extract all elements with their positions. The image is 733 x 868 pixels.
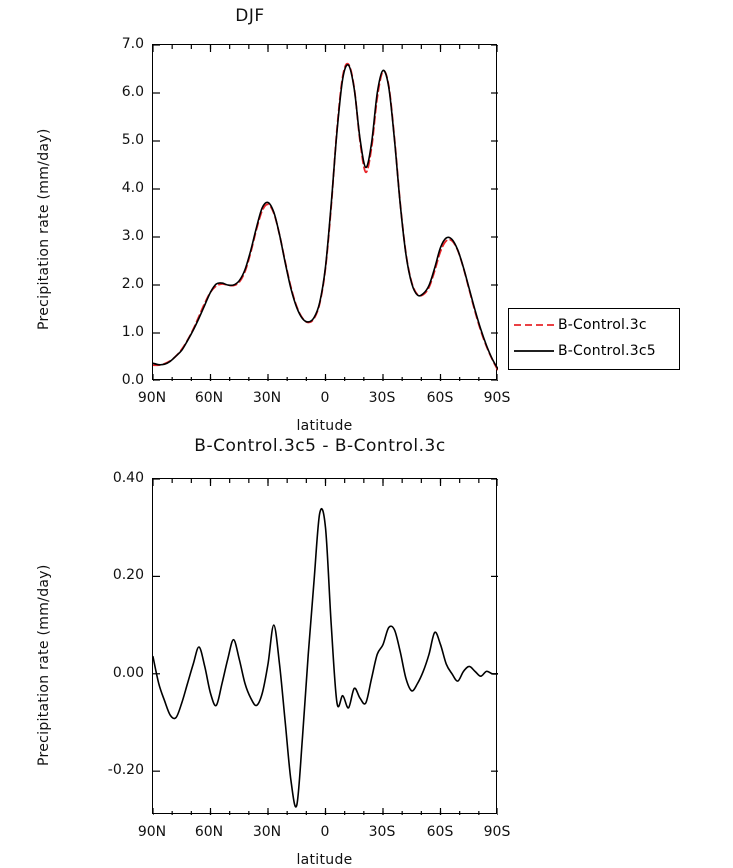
x-tick-label: 0 [320,390,330,406]
y-tick-label: 6.0 [121,84,144,100]
page-title: DJF [235,6,265,26]
plot-area-bottom [152,478,497,814]
y-tick-label: 0.0 [121,372,144,388]
x-tick-label: 90N [137,824,167,840]
x-axis-label-top: latitude [296,418,353,434]
x-tick-label: 90S [483,390,511,406]
x-axis-label-bottom: latitude [296,852,353,868]
x-tick-label: 30N [252,824,282,840]
y-tick-label: 0.40 [112,470,144,486]
y-tick-label: 0.20 [112,567,144,583]
y-tick-label: 1.0 [121,324,144,340]
x-tick-label: 90N [137,390,167,406]
y-axis-label-bottom: Precipitation rate (mm/day) [36,564,52,766]
legend-label: B-Control.3c5 [558,343,656,359]
y-tick-label: -0.20 [107,762,144,778]
legend [508,308,680,370]
bottom-chart-panel [0,430,733,866]
y-tick-label: 7.0 [121,36,144,52]
top-series-canvas [153,45,498,381]
legend-line-dashed-icon [513,319,555,331]
x-tick-label: 60N [194,824,224,840]
y-axis-label-top: Precipitation rate (mm/day) [36,128,52,330]
difference-title: B-Control.3c5 - B-Control.3c [194,436,446,456]
y-tick-label: 5.0 [121,132,144,148]
x-tick-label: 90S [483,824,511,840]
y-tick-label: 0.00 [112,665,144,681]
x-tick-label: 60N [194,390,224,406]
x-tick-label: 60S [426,824,454,840]
x-tick-label: 0 [320,824,330,840]
y-tick-label: 3.0 [121,228,144,244]
y-tick-label: 4.0 [121,180,144,196]
x-tick-label: 30S [368,390,396,406]
legend-line-solid-icon [513,345,555,357]
legend-label: B-Control.3c [558,317,647,333]
legend-entry-ref [513,313,647,337]
x-tick-label: 30N [252,390,282,406]
plot-area-top [152,44,497,380]
x-tick-label: 30S [368,824,396,840]
x-tick-label: 60S [426,390,454,406]
y-tick-label: 2.0 [121,276,144,292]
legend-entry-test [513,339,656,363]
bottom-series-canvas [153,479,498,815]
